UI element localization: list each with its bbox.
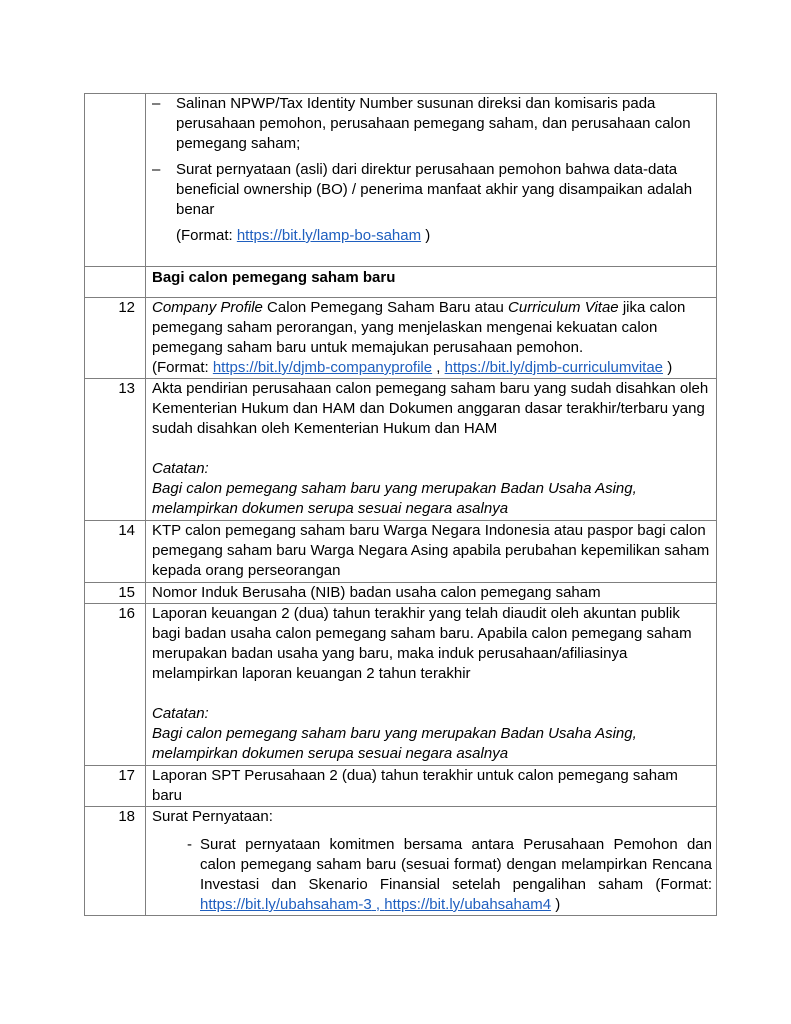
row-content-cell xyxy=(146,604,717,766)
note-label xyxy=(152,459,712,479)
row-number: 12 xyxy=(85,298,146,379)
table-row xyxy=(85,583,717,604)
row-text-part: Calon Pemegang Saham Baru atau xyxy=(262,299,509,316)
format-suffix: ) xyxy=(663,359,673,376)
row-text: Laporan keuangan 2 (dua) tahun terakhir yang telah diaudit oleh akuntan publik bagi badan usaha calon pemegang saham baru. Apabila calon pemegang saham merupakan badan usaha yang baru, maka induk perusahaan/afiliasinya melampirkan laporan keuangan 2 tahun terakhir xyxy=(152,605,692,682)
company-profile-link[interactable]: https://bit.ly/djmb-companyprofile xyxy=(212,359,433,376)
row-text: Nomor Induk Berusaha (NIB) badan usaha calon pemegang saham xyxy=(146,583,717,604)
row-number-cell xyxy=(85,94,146,267)
row-text: Laporan SPT Perusahaan 2 (dua) tahun terakhir untuk calon pemegang saham baru xyxy=(146,766,717,807)
row-title: Surat Pernyataan: xyxy=(152,808,273,825)
row-text: Akta pendirian perusahaan calon pemegang saham baru yang sudah disahkan oleh Kementerian Hukum dan HAM dan Dokumen anggaran dasar terakhir/terbaru yang sudah disahkan oleh Kementerian Hukum dan HAM xyxy=(152,380,709,437)
row-number: 15 xyxy=(85,583,146,604)
note-text xyxy=(152,724,712,764)
dash-marker: - xyxy=(187,836,192,853)
list-item xyxy=(152,835,712,915)
row-content-cell xyxy=(146,94,717,267)
format-suffix: ) xyxy=(421,227,431,244)
row-text xyxy=(152,298,712,358)
link-separator: , xyxy=(371,896,385,913)
row-text: KTP calon pemegang saham baru Warga Negara Indonesia atau paspor bagi calon pemegang saham baru Warga Negara Asing apabila perubahan kepemilikan saham kepada orang perseorangan xyxy=(146,521,717,583)
row-number: 18 xyxy=(85,807,146,916)
note-italic: Bagi calon pemegang saham baru yang merupakan Badan Usaha Asing, melampirkan dokumen serupa sesuai negara asalnya xyxy=(152,725,637,762)
row-content-cell xyxy=(146,379,717,521)
row-content-cell xyxy=(146,298,717,379)
note-text xyxy=(152,479,712,519)
format-prefix: (Format: xyxy=(152,359,213,376)
ubahsaham-3-link[interactable]: https://bit.ly/ubahsaham-3 xyxy=(200,896,372,913)
row-number-cell xyxy=(85,267,146,298)
italic-term: Company Profile xyxy=(152,299,263,316)
list-item-text: Surat pernyataan (asli) dari direktur perusahaan pemohon bahwa data-data beneficial ownership (BO) / penerima manfaat akhir yang disampaikan adalah benar xyxy=(176,161,693,218)
row-content-cell xyxy=(146,807,717,916)
row-number: 16 xyxy=(85,604,146,766)
note-label-text: Catatan: xyxy=(152,705,209,722)
section-header: Bagi calon pemegang saham baru xyxy=(146,267,717,298)
italic-term: Curriculum Vitae xyxy=(508,299,619,316)
format-line xyxy=(152,226,712,246)
table-row xyxy=(85,379,717,521)
table-row xyxy=(85,766,717,807)
row-number: 14 xyxy=(85,521,146,583)
row-number: 17 xyxy=(85,766,146,807)
format-suffix: ) xyxy=(551,896,561,913)
format-line xyxy=(152,358,712,378)
ubahsaham4-link[interactable]: https://bit.ly/ubahsaham4 xyxy=(384,896,552,913)
row-text-part: jika calon pemegang saham perorangan, yang menjelaskan mengenai kekuatan calon pemegang saham baru untuk memajukan perusahaan pemohon. xyxy=(152,299,686,356)
curriculum-vitae-link[interactable]: https://bit.ly/djmb-curriculumvitae xyxy=(444,359,664,376)
table-row xyxy=(85,94,717,267)
table-row xyxy=(85,604,717,766)
table-row xyxy=(85,298,717,379)
list-item-content xyxy=(200,835,712,915)
format-link[interactable]: https://bit.ly/lamp-bo-saham xyxy=(236,227,422,244)
list-item xyxy=(150,94,712,154)
table-row xyxy=(85,807,717,916)
table-row xyxy=(85,521,717,583)
format-prefix: (Format: xyxy=(176,227,237,244)
requirements-table xyxy=(84,93,717,916)
note-label xyxy=(152,704,712,724)
link-separator: , xyxy=(432,359,445,376)
dash-marker: – xyxy=(152,161,161,178)
list-item-text: Salinan NPWP/Tax Identity Number susunan direksi dan komisaris pada perusahaan pemohon, perusahaan pemegang saham, dan perusahaan calon pemegang saham; xyxy=(176,95,691,152)
dash-marker: – xyxy=(152,95,161,112)
list-item-text: Surat pernyataan komitmen bersama antara Perusahaan Pemohon dan calon pemegang saham baru (sesuai format) dengan melampirkan Rencana Investasi dan Skenario Finansial setelah pengalihan saham (Format: xyxy=(200,836,712,893)
table-row xyxy=(85,267,717,298)
note-italic: Bagi calon pemegang saham baru yang merupakan Badan Usaha Asing, melampirkan dokumen serupa sesuai negara asalnya xyxy=(152,480,637,517)
note-label-text: Catatan: xyxy=(152,460,209,477)
list-item xyxy=(150,160,712,220)
row-number: 13 xyxy=(85,379,146,521)
